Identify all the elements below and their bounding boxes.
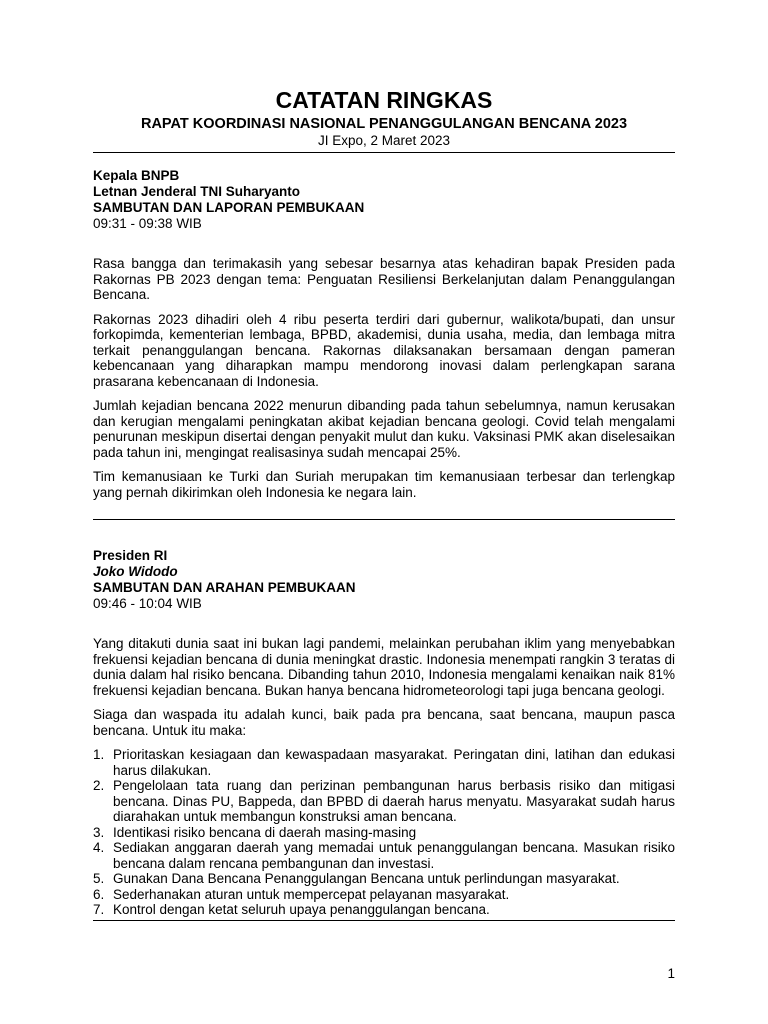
list-item — [93, 871, 675, 887]
paragraph: Jumlah kejadian bencana 2022 menurun dibanding pada tahun sebelumnya, namun kerusakan dan kerugian mengalami peningkatan akibat kejadian bencana geologi. Covid telah mengalami penurunan meskipun disertai dengan penyakit mulut dan kuku. Vaksinasi PMK akan diselesaikan pada tahun ini, mengingat realisasinya sudah mencapai 25%. — [93, 398, 675, 460]
list-text: Identikasi risiko bencana di daerah masing-masing — [113, 824, 417, 840]
list-text: Sediakan anggaran daerah yang memadai untuk penanggulangan bencana. Masukan risiko bencana dalam rencana pembangunan dan investasi. — [113, 840, 675, 871]
document-title: CATATAN RINGKAS — [275, 87, 493, 113]
speaker-role: Kepala BNPB — [93, 168, 180, 183]
action-list — [93, 747, 675, 918]
venue-date: JI Expo, 2 Maret 2023 — [317, 133, 451, 148]
list-item — [93, 747, 675, 778]
section-end-divider — [93, 920, 675, 921]
paragraph: Rakornas 2023 dihadiri oleh 4 ribu peserta terdiri dari gubernur, walikota/bupati, dan unsur forkopimda, kementerian lembaga, BPBD, akademisi, dunia usaha, media, dan lembaga mitra terkait penanggulangan bencana. Rakornas dilaksanakan bersamaan dengan pameran kebencanaan yang diharapkan mampu mendorong inovasi dalam perlengkapan sarana prasarana kebencanaan di Indonesia. — [93, 311, 675, 389]
session-time: 09:46 - 10:04 WIB — [93, 596, 202, 611]
list-text: Kontrol dengan ketat seluruh upaya penanggulangan bencana. — [113, 902, 490, 917]
list-item — [93, 887, 675, 903]
list-item — [93, 825, 675, 841]
speaker-role: Presiden RI — [93, 548, 168, 563]
list-number: 5. — [93, 871, 105, 886]
list-text: Gunakan Dana Bencana Penanggulangan Bencana untuk perlindungan masyarakat. — [113, 871, 620, 886]
section-presiden — [93, 548, 675, 921]
document-page — [93, 86, 675, 921]
list-item — [93, 840, 675, 871]
paragraph: Siaga dan waspada itu adalah kunci, baik pada pra bencana, saat bencana, maupun pasca bencana. Untuk itu maka: — [93, 707, 675, 738]
header-divider — [93, 152, 675, 153]
list-text: Pengelolaan tata ruang dan perizinan pembangunan harus berbasis risiko dan mitigasi bencana. Dinas PU, Bappeda, dan BPBD di daerah harus menyatu. Masyarakat sudah harus diarahakan untuk membangun konstruksi aman bencana. — [113, 778, 675, 824]
agenda-title: SAMBUTAN DAN ARAHAN PEMBUKAAN — [93, 580, 356, 595]
list-text: Prioritaskan kesiagaan dan kewaspadaan masyarakat. Peringatan dini, latihan dan edukasi harus dilakukan. — [113, 747, 675, 778]
page-number: 1 — [667, 966, 675, 981]
list-number: 4. — [93, 840, 105, 855]
session-time: 09:31 - 09:38 WIB — [93, 216, 202, 231]
paragraph: Tim kemanusiaan ke Turki dan Suriah merupakan tim kemanusiaan terbesar dan terlengkap yang pernah dikirimkan oleh Indonesia ke negara lain. — [93, 469, 675, 500]
list-number: 1. — [93, 747, 105, 762]
list-item — [93, 902, 675, 918]
list-number: 2. — [93, 778, 105, 793]
paragraph: Rasa bangga dan terimakasih yang sebesar besarnya atas kehadiran bapak Presiden pada Rakornas PB 2023 dengan tema: Penguatan Resiliensi Berkelanjutan dalam Penanggulangan Bencana. — [93, 256, 675, 302]
list-number: 3. — [93, 824, 105, 840]
speaker-name: Joko Widodo — [93, 564, 178, 579]
list-number: 7. — [93, 902, 105, 917]
section-bnpb — [93, 168, 675, 500]
document-subtitle: RAPAT KOORDINASI NASIONAL PENANGGULANGAN BENCANA 2023 — [140, 116, 628, 132]
section-divider — [93, 519, 675, 520]
speaker-name: Letnan Jenderal TNI Suharyanto — [93, 184, 301, 199]
list-number: 6. — [93, 886, 105, 902]
list-text: Sederhanakan aturan untuk mempercepat pelayanan masyarakat. — [113, 886, 510, 902]
agenda-title: SAMBUTAN DAN LAPORAN PEMBUKAAN — [93, 200, 365, 215]
paragraph: Yang ditakuti dunia saat ini bukan lagi pandemi, melainkan perubahan iklim yang menyebabkan frekuensi kejadian bencana di dunia meningkat drastic. Indonesia menempati rangkin 3 teratas di dunia dalam hal risiko bencana. Dibanding tahun 2010, Indonesia mengalami kenaikan naik 81% frekuensi kejadian bencana. Bukan hanya bencana hidrometeorologi tapi juga bencana geologi. — [93, 636, 675, 698]
list-item — [93, 778, 675, 825]
